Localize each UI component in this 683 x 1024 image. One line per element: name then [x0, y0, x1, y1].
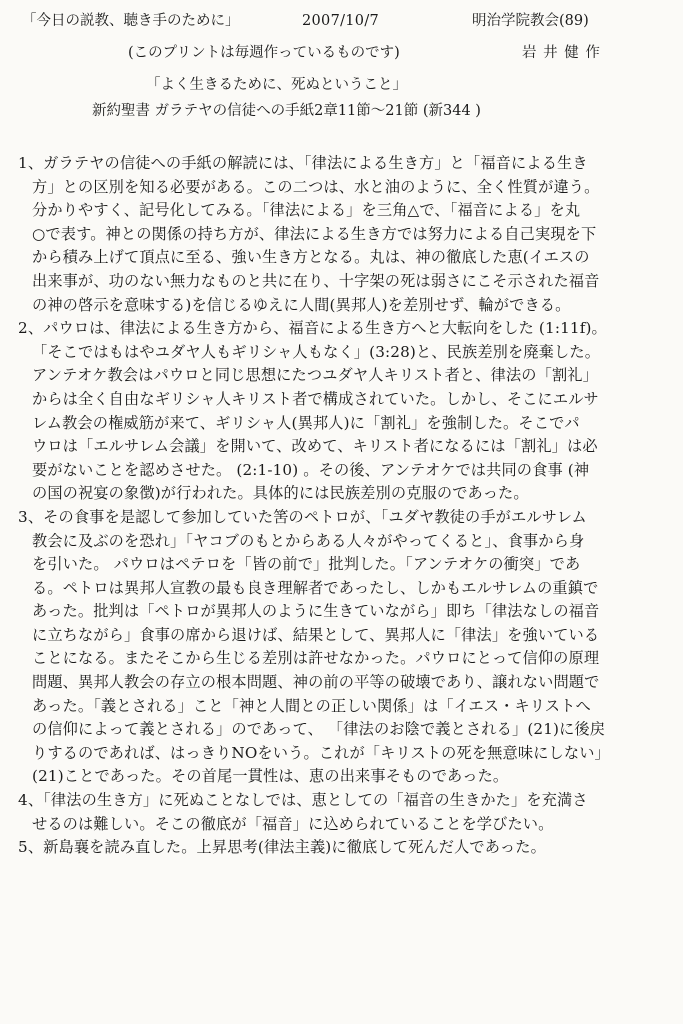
paragraph-4: [18, 789, 676, 836]
paragraph-2: [18, 317, 676, 506]
paragraph-line: 分かりやすく、記号化してみる。「律法による」を三角△で、「福音による」を丸: [32, 201, 581, 220]
sermon-body: [18, 152, 676, 860]
paragraph-line: に立ちながら」食事の席から退けば、結果として、異邦人に「律法」を強いている: [32, 625, 600, 644]
paragraph-line: ことになる。またそこから生じる差別は許せなかった。パウロにとって信仰の原理: [32, 649, 600, 668]
paragraph-line: から積み上げて頂点に至る、強い生き方となる。丸は、神の徹底した恵(イエスの: [32, 248, 590, 267]
paragraph-line: せるのは難しい。そこの徹底が「福音」に込められていることを学びたい。: [32, 814, 554, 833]
paragraph-first-line: 4、「律法の生き方」に死ぬことなしでは、恵としての「福音の生きかた」を充満さ: [18, 791, 588, 810]
paragraph-line: からは全く自由なギリシャ人キリスト者で構成されていた。しかし、そこにエルサ: [32, 389, 599, 408]
paragraph-first-line: 1、ガラテヤの信徒への手紙の解読には、「律法による生き方」と「福音による生き: [18, 154, 588, 172]
paragraph-line: 出来事が、功のない無力なものと共に在り、十字架の死は弱さにこそ示された福音: [32, 271, 600, 290]
paragraph-line: 教会に及ぶのを恐れ」「ヤコブのもとからある人々がやってくると」、食事から身: [32, 531, 585, 550]
paragraph-line: あった。「義とされる」こと「神と人間との正しい関係」は「イエス・キリストへ: [32, 696, 591, 715]
paragraph-line: 問題、異邦人教会の存立の根本問題、神の前の平等の破壊であり、譲れない問題で: [32, 673, 600, 692]
paragraph-line: りするのであれば、はっきりNOをいう。これが「キリストの死を無意味にしない」: [32, 743, 610, 762]
paragraph-1: [18, 152, 676, 317]
paragraph-line: を引いた。 パウロはペテロを「皆の前で」批判した。「アンテオケの衝突」であ: [32, 555, 581, 574]
sermon-title: 「よく生きるために、死ぬということ」: [146, 77, 407, 93]
paragraph-line: の神の啓示を意味する)を信じるゆえに人間(異邦人)を差別せず、輪ができる。: [32, 295, 571, 314]
church-label: 明治学院教会(89): [472, 13, 589, 29]
paragraph-line: 要がないことを認めさせた。 (2:1-10) 。その後、アンテオケでは共同の食事 (神: [32, 460, 590, 479]
paragraph-line: あった。批判は「ペトロが異邦人のように生きていながら」即ち「律法なしの福音: [32, 602, 600, 621]
sermon-series-title: 「今日の説教、聴き手のために」: [22, 13, 240, 29]
print-note: (このプリントは毎週作っているものです): [128, 45, 400, 61]
paragraph-first-line: 2、パウロは、律法による生き方から、福音による生き方へと大転向をした (1:11f)。: [18, 319, 607, 338]
paragraph-first-line: 5、新島襄を読み直した。上昇思考(律法主義)に徹底して死んだ人であった。: [18, 838, 546, 857]
paragraph-line: の国の祝宴の象徴)が行われた。具体的には民族差別の克服のであった。: [32, 484, 529, 503]
paragraph-line: アンテオケ教会はパウロと同じ思想にたつユダヤ人キリスト者と、律法の「割礼」: [32, 366, 598, 385]
author-name: 岩 井 健 作: [522, 45, 601, 61]
paragraph-line: 「そこではもはやユダヤ人もギリシャ人もなく」(3:28)と、民族差別を廃棄した。: [32, 342, 601, 361]
paragraph-3: [18, 506, 676, 789]
paragraph-5: [18, 836, 676, 860]
paragraph-line: レム教会の権威筋が来て、ギリシャ人(異邦人)に「割礼」を強制した。そこでパ: [32, 413, 580, 432]
paragraph-line: ウロは「エルサレム会議」を開いて、改めて、キリスト者になるには「割礼」は必: [32, 437, 598, 456]
paragraph-first-line: 3、その食事を是認して参加していた筈のペトロが、「ユダヤ教徒の手がエルサレム: [18, 507, 587, 526]
scripture-reference: 新約聖書 ガラテヤの信徒への手紙2章11節〜21節 (新344 ): [92, 103, 481, 119]
date-label: 2007/10/7: [302, 13, 380, 29]
paragraph-line: (21)ことであった。その首尾一貫性は、恵の出来事そものであった。: [32, 767, 509, 786]
paragraph-line: る。ペトロは異邦人宣教の最も良き理解者であったし、しかもエルサレムの重鎮で: [32, 578, 599, 597]
paragraph-line: の信仰によって義とされる」のであって、 「律法のお陰で義とされる」(21)に後戻: [32, 720, 606, 739]
paragraph-line: ○で表す。神との関係の持ち方が、律法による生き方では努力による自己実現を下: [32, 224, 597, 243]
paragraph-line: 方」との区別を知る必要がある。この二つは、水と油のように、全く性質が違う。: [32, 177, 600, 196]
